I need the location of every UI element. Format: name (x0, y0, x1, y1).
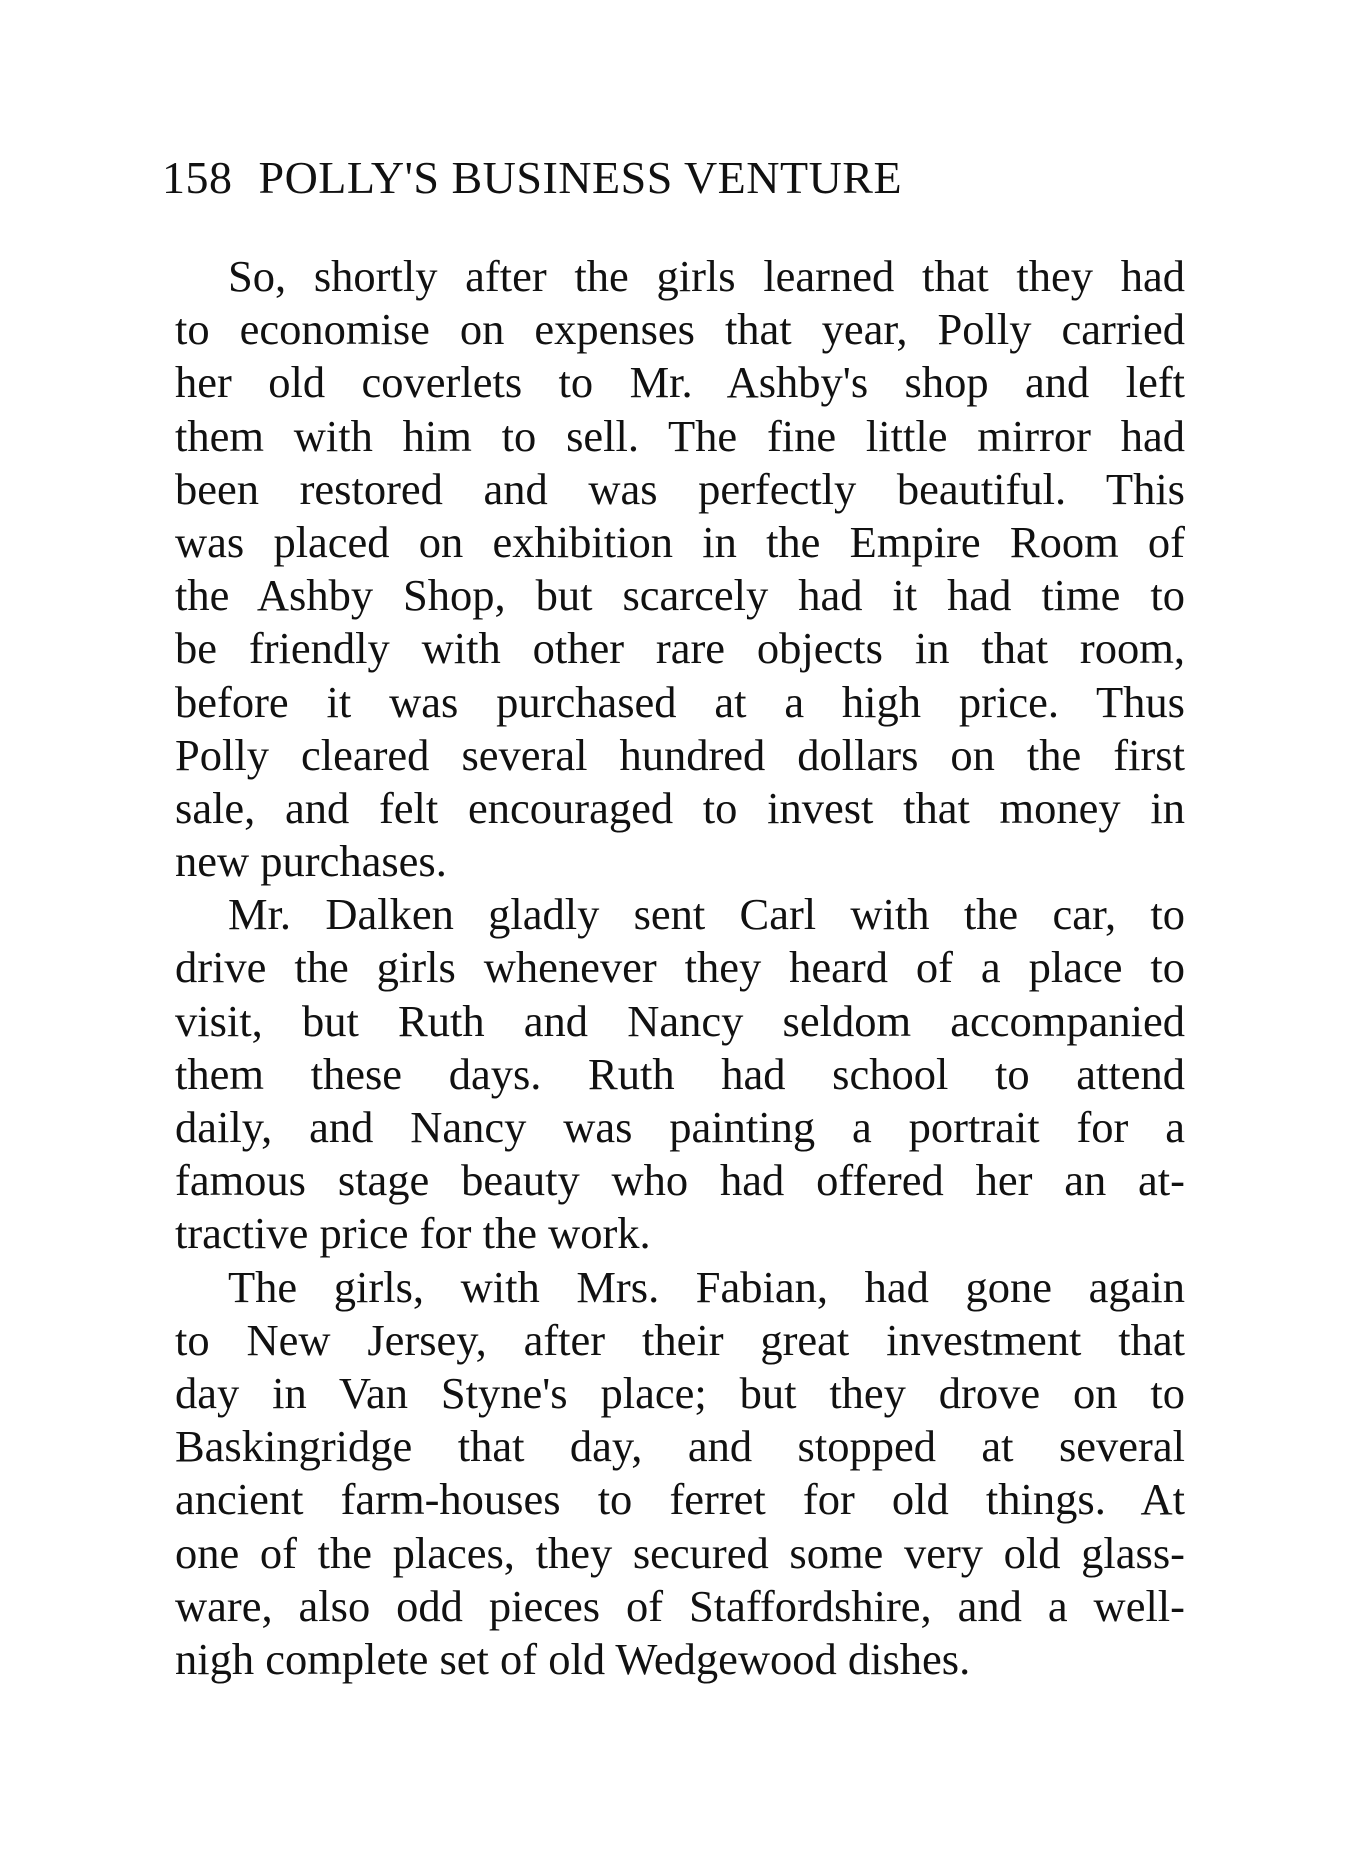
paragraph (175, 888, 1185, 1260)
text-line: Polly cleared several hundred dollars on the first (175, 729, 1185, 780)
running-head (162, 148, 1172, 208)
text-line: famous stage beauty who had offered her an at- (175, 1155, 1185, 1206)
text-line: to New Jersey, after their great investment that (175, 1314, 1185, 1365)
text-line: ancient farm-houses to ferret for old things. At (175, 1474, 1185, 1525)
running-title: POLLY'S BUSINESS VENTURE (258, 152, 903, 203)
text-line: visit, but Ruth and Nancy seldom accompanied (175, 995, 1185, 1046)
page-number: 158 (162, 152, 233, 203)
text-line: be friendly with other rare objects in that room, (175, 623, 1185, 674)
text-line: tractive price for the work. (175, 1208, 651, 1259)
paragraph (175, 250, 1185, 888)
text-line: to economise on expenses that year, Polly carried (175, 304, 1185, 355)
text-line: The girls, with Mrs. Fabian, had gone again (228, 1261, 1185, 1312)
text-line: day in Van Styne's place; but they drove on to (175, 1367, 1185, 1418)
text-line: them these days. Ruth had school to attend (175, 1048, 1185, 1099)
text-line: ware, also odd pieces of Staffordshire, and a well- (175, 1580, 1185, 1631)
text-line: been restored and was perfectly beautiful. This (175, 463, 1185, 514)
text-line: sale, and felt encouraged to invest that money in (175, 782, 1185, 833)
text-line: them with him to sell. The fine little mirror had (175, 410, 1185, 461)
text-line: before it was purchased at a high price. Thus (175, 676, 1185, 727)
text-line: Mr. Dalken gladly sent Carl with the car, to (228, 889, 1185, 940)
text-line: Baskingridge that day, and stopped at several (175, 1421, 1185, 1472)
text-line: one of the places, they secured some very old glass- (175, 1527, 1185, 1578)
body-text (175, 250, 1185, 1686)
text-line: nigh complete set of old Wedgewood dishes. (175, 1633, 971, 1684)
text-line: was placed on exhibition in the Empire Room of (175, 516, 1185, 567)
text-line: drive the girls whenever they heard of a place to (175, 942, 1185, 993)
text-line: the Ashby Shop, but scarcely had it had time to (175, 570, 1185, 621)
paragraph (175, 1261, 1185, 1687)
text-line: So, shortly after the girls learned that they had (228, 251, 1185, 301)
text-line: her old coverlets to Mr. Ashby's shop and left (175, 357, 1185, 408)
text-line: new purchases. (175, 836, 447, 887)
text-line: daily, and Nancy was painting a portrait for a (175, 1102, 1185, 1152)
